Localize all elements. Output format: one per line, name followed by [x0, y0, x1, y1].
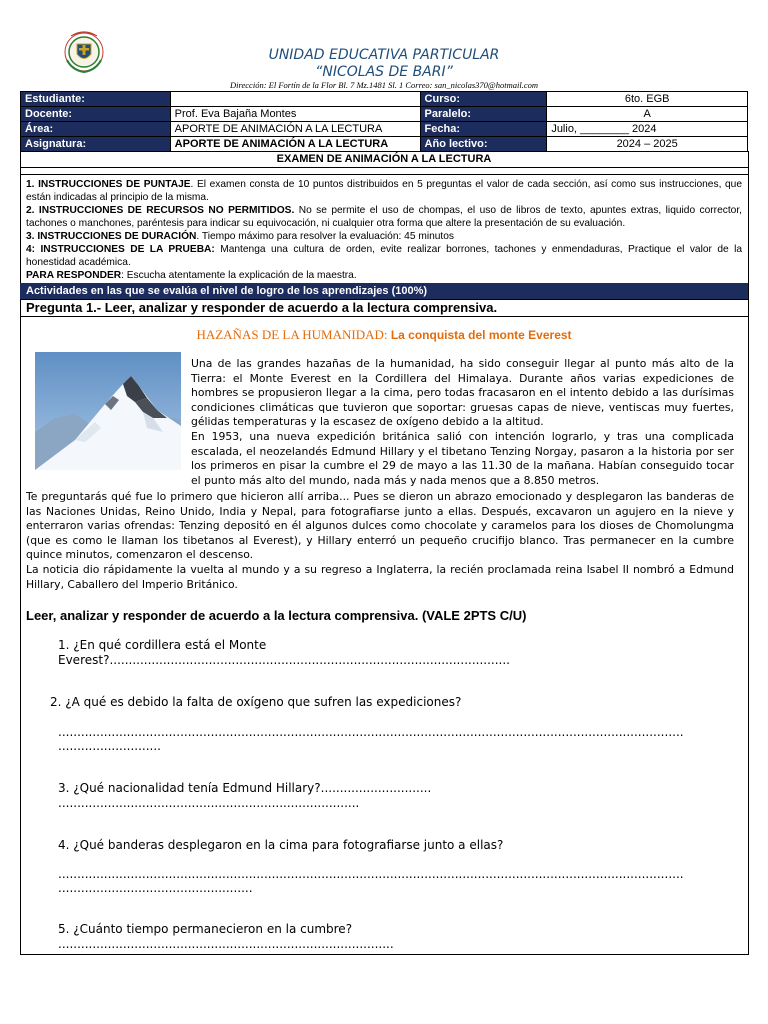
info-row: [21, 122, 748, 137]
question1-heading: Pregunta 1.- Leer, analizar y responder de acuerdo a la lectura comprensiva.: [26, 300, 498, 315]
anio-lectivo-value: 2024 – 2025: [547, 137, 748, 152]
reading-paragraph: Una de las grandes hazañas de la humanidad, ha sido conseguir llegar al punto más alto de la Tierra: el Monte Everest en la Cordillera del Himalaya. Durante años varias expediciones de hombres se propusieron llegar a la cima, pero todas fracasaron en el intento debido a las durísimas condiciones climáticas que tuvieron que soportar: gruesas capas de nieve, ventiscas muy fuertes, gélidas temperaturas y la escasez de oxígeno debido a la altitud.: [191, 357, 734, 429]
question-3: 3. ¿Qué nacionalidad tenía Edmund Hillary?.............................: [58, 781, 432, 795]
instruction-item: 4: INSTRUCCIONES DE LA PRUEBA: Mantenga una cultura de orden, evite realizar borrones, tachones y enmendaduras, Practique el valor de la honestidad académica.: [26, 244, 742, 268]
info-row: [21, 92, 748, 107]
question-3-answer-line[interactable]: ...............................................................................: [58, 796, 360, 810]
curso-value: 6to. EGB: [547, 92, 748, 107]
estudiante-field[interactable]: [170, 92, 420, 107]
instruction-item: 1. INSTRUCCIONES DE PUNTAJE. El examen consta de 10 puntos distribuidos en 5 preguntas el valor de cada sección, así como sus instrucciones, que están indicadas al principio de la misma.: [26, 179, 742, 203]
reading-title-sub: La conquista del monte Everest: [387, 328, 572, 342]
divider: [20, 167, 748, 168]
activities-bar: Actividades en las que se evalúa el nivel de logro de los aprendizajes (100%): [20, 283, 748, 299]
reading-paragraph-top: [191, 357, 734, 488]
question-5-answer-line[interactable]: ........................................................................................: [58, 937, 394, 951]
question-4: 4. ¿Qué banderas desplegaron en la cima para fotografiarse junto a ellas?: [58, 838, 504, 852]
school-crest-icon: [58, 30, 110, 78]
question-4-answer-line[interactable]: ....................................................................................................................................................................: [58, 867, 684, 881]
docente-value: Prof. Eva Bajaña Montes: [170, 107, 420, 122]
exam-title: EXAMEN DE ANIMACIÓN A LA LECTURA: [276, 153, 492, 165]
reading-title-main: HAZAÑAS DE LA HUMANIDAD:: [196, 327, 388, 342]
docente-label: Docente:: [21, 107, 171, 122]
everest-summit-photo: [35, 352, 181, 470]
instruction-item: PARA RESPONDER: Escucha atentamente la explicación de la maestra.: [26, 270, 357, 281]
area-value: APORTE DE ANIMACIÓN A LA LECTURA: [170, 122, 420, 137]
school-name-line1: UNIDAD EDUCATIVA PARTICULAR: [268, 47, 500, 63]
asignatura-value: APORTE DE ANIMACIÓN A LA LECTURA: [170, 137, 420, 152]
section-instruction: Leer, analizar y responder de acuerdo a la lectura comprensiva. (VALE 2PTS C/U): [26, 608, 527, 623]
paralelo-value: A: [547, 107, 748, 122]
reading-paragraph: En 1953, una nueva expedición británica salió con intención lograrlo, y tras una complicada escalada, el neozelandés Edmund Hillary y el tibetano Tenzing Norgay, pasaron a la historia por ser los primeros en pisar la cumbre el 29 de mayo a las 11.30 de la mañana. Habían conseguido tocar el punto más alto del mundo, nada más y nada menos que a 8.850 metros.: [191, 429, 734, 487]
instruction-item: 3. INSTRUCCIONES DE DURACIÓN. Tiempo máximo para resolver la evaluación: 45 minutos: [26, 231, 455, 242]
estudiante-label: Estudiante:: [21, 92, 171, 107]
asignatura-label: Asignatura:: [21, 137, 171, 152]
question-4-answer-line[interactable]: ...................................................: [58, 881, 253, 895]
curso-label: Curso:: [420, 92, 547, 107]
area-label: Área:: [21, 122, 171, 137]
question-2-answer-line[interactable]: ....................................................................................................................................................................: [58, 725, 684, 739]
school-address: Dirección: El Fortín de la Flor Bl. 7 Mz.1481 Sl. 1 Correo: san_nicolas370@hotmail.com: [230, 80, 538, 90]
question-1-line1: 1. ¿En qué cordillera está el Monte: [58, 638, 267, 652]
instruction-item: 2. INSTRUCCIONES DE RECURSOS NO PERMITIDOS. No se permite el uso de chompas, el uso de libros de texto, apuntes extras, liquido corrector, tachones o manchones, paréntesis para indicar su equivocación, ni cualquier otra forma que altere la presentación de su evaluación.: [26, 205, 742, 229]
reading-paragraph-bottom: [26, 490, 734, 592]
info-row: [21, 137, 748, 152]
question-5: 5. ¿Cuánto tiempo permanecieron en la cumbre?: [58, 922, 353, 936]
question-2-answer-line[interactable]: ...........................: [58, 739, 161, 753]
reading-paragraph: Te preguntarás qué fue lo primero que hicieron allí arriba... Pues se dieron un abrazo emocionado y desplegaron las banderas de las Naciones Unidas, Reino Unido, India y Nepal, para fotografiarse junto a ellas. Después, excavaron un agujero en la nieve y enterraron varias ofrendas: Tenzing depositó en él algunos dulces como chocolate y caramelos para los dioses de Chomolungma (que es como le llaman los tibetanos al Everest), y Hillary enterró un pequeño crucifijo blanco. Tras permanecer en la cumbre quince minutos, comenzaron el descenso.: [26, 490, 734, 562]
student-info-table: [20, 91, 748, 152]
divider: [20, 174, 748, 175]
fecha-label: Fecha:: [420, 122, 547, 137]
paralelo-label: Paralelo:: [420, 107, 547, 122]
divider: [20, 316, 748, 317]
instructions-block: [26, 178, 742, 282]
school-name-line2: “NICOLAS DE BARI”: [315, 64, 453, 80]
reading-title: [20, 324, 748, 343]
info-row: [21, 107, 748, 122]
anio-lectivo-label: Año lectivo:: [420, 137, 547, 152]
fecha-value: Julio, ________ 2024: [547, 122, 748, 137]
question-1-answer-line[interactable]: Everest?.........................................................................................................: [58, 653, 510, 667]
question-2: 2. ¿A qué es debido la falta de oxígeno que sufren las expediciones?: [50, 695, 462, 709]
reading-paragraph: La noticia dio rápidamente la vuelta al mundo y a su regreso a Inglaterra, la recién proclamada reina Isabel II nombró a Edmund Hillary, Caballero del Imperio Británico.: [26, 562, 734, 591]
